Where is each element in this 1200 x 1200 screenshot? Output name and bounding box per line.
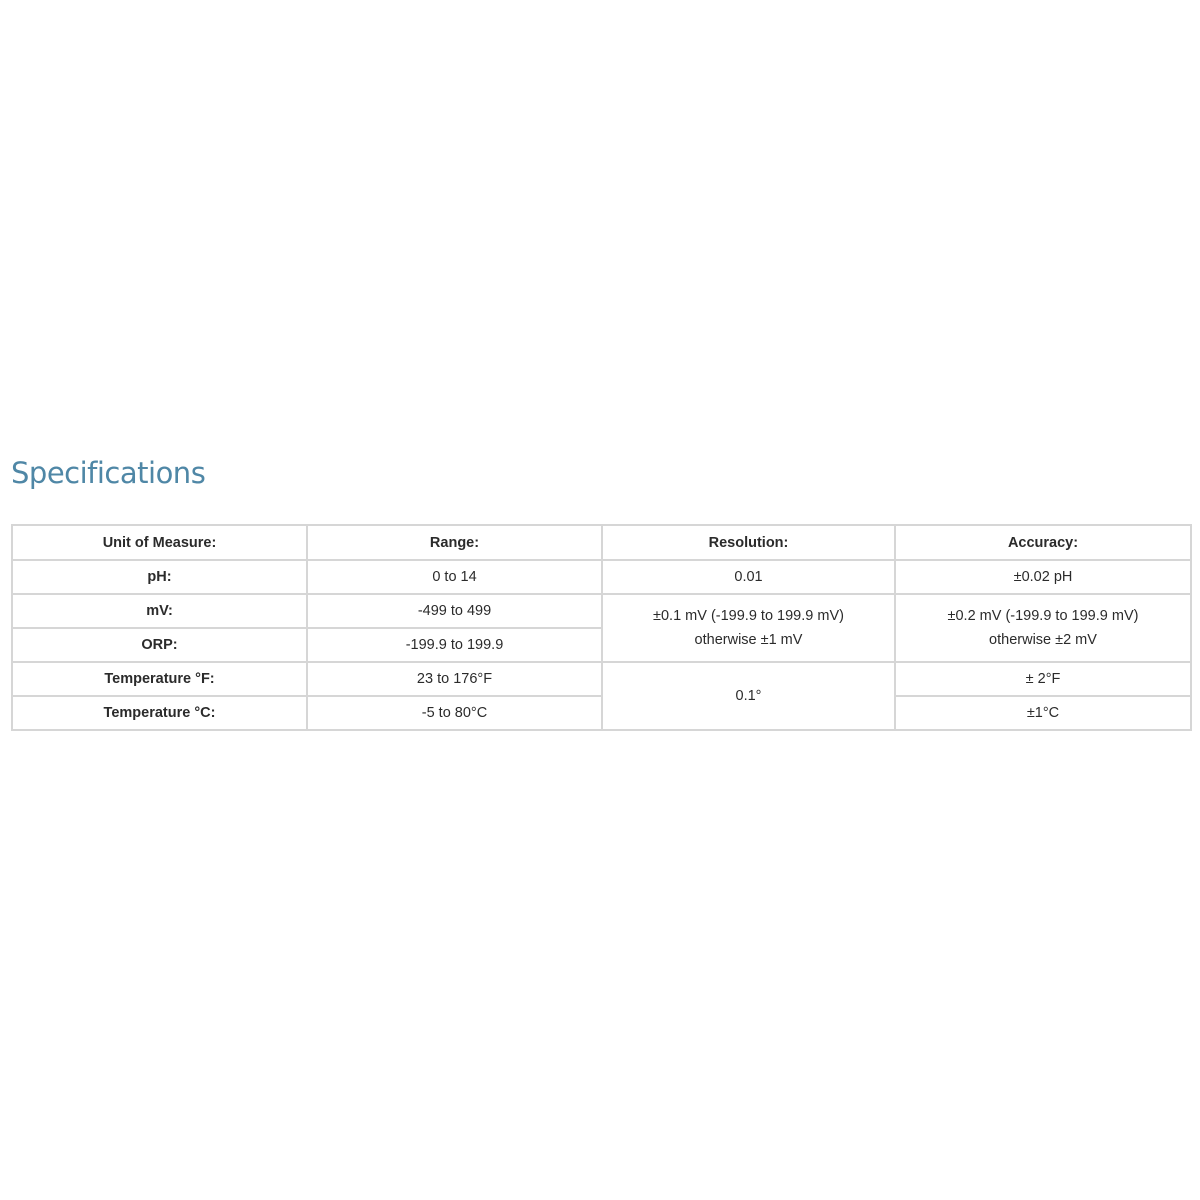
unit-cell-ph: pH: — [12, 560, 307, 594]
accuracy-cell-mv-orp — [895, 594, 1191, 662]
range-cell-mv: -499 to 499 — [307, 594, 602, 628]
range-cell-orp: -199.9 to 199.9 — [307, 628, 602, 662]
accuracy-cell-temperature-f: ± 2°F — [895, 662, 1191, 696]
resolution-cell-ph: 0.01 — [602, 560, 895, 594]
unit-cell-temperature-f: Temperature °F: — [12, 662, 307, 696]
range-cell-ph: 0 to 14 — [307, 560, 602, 594]
specifications-heading: Specifications — [11, 456, 206, 490]
unit-cell-mv: mV: — [12, 594, 307, 628]
header-range: Range: — [307, 525, 602, 560]
accuracy-cell-ph: ±0.02 pH — [895, 560, 1191, 594]
unit-cell-temperature-c: Temperature °C: — [12, 696, 307, 730]
accuracy-mv-orp-line1: ±0.2 mV (-199.9 to 199.9 mV) — [947, 608, 1139, 624]
table-header-row — [12, 525, 1191, 560]
specifications-table — [11, 524, 1192, 731]
header-resolution: Resolution: — [602, 525, 895, 560]
table-row-temperature-c — [12, 696, 1191, 730]
range-cell-temperature-f: 23 to 176°F — [307, 662, 602, 696]
accuracy-mv-orp-line2: otherwise ±2 mV — [989, 632, 1097, 648]
unit-cell-orp: ORP: — [12, 628, 307, 662]
resolution-cell-temperature: 0.1° — [602, 662, 895, 730]
resolution-cell-mv-orp — [602, 594, 895, 662]
header-unit-of-measure: Unit of Measure: — [12, 525, 307, 560]
range-cell-temperature-c: -5 to 80°C — [307, 696, 602, 730]
table-row-mv — [12, 594, 1191, 628]
accuracy-cell-temperature-c: ±1°C — [895, 696, 1191, 730]
resolution-mv-orp-line2: otherwise ±1 mV — [694, 632, 803, 648]
table-row-ph — [12, 560, 1191, 594]
resolution-mv-orp-line1: ±0.1 mV (-199.9 to 199.9 mV) — [653, 608, 844, 624]
header-accuracy: Accuracy: — [895, 525, 1191, 560]
table-row-temperature-f — [12, 662, 1191, 696]
